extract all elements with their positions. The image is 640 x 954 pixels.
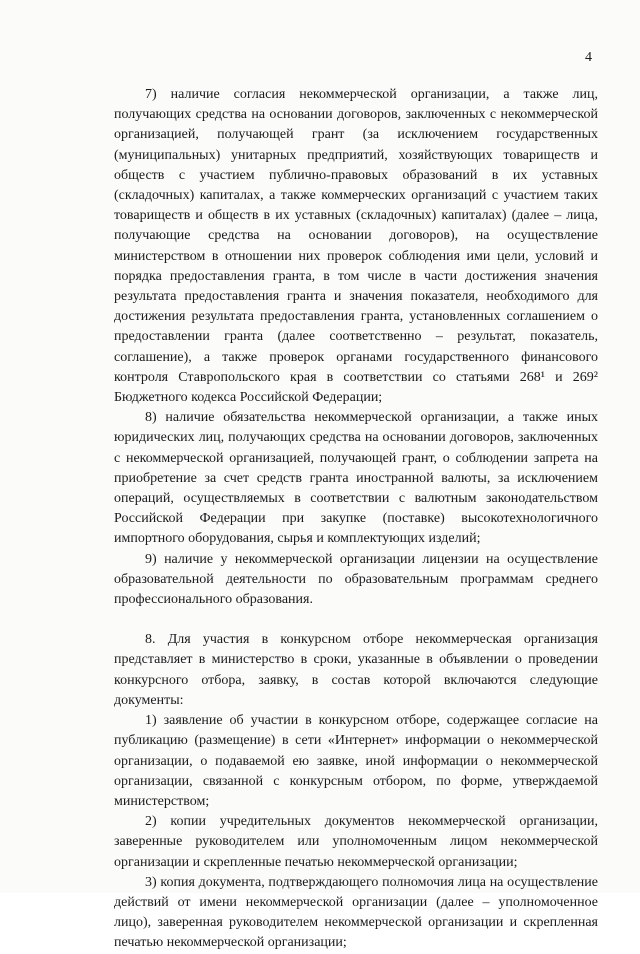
page-number: 4 (585, 50, 592, 65)
paragraph-document-3: 3) копия документа, подтверждающего полномочия лица на осуществление действий от имени некоммерческой организации (далее – уполномоченное лицо), заверенная руководителем некоммерческой организации и скрепленная печатью некоммерческой организации; (114, 874, 598, 951)
paragraph-document-2: 2) копии учредительных документов некоммерческой организации, заверенные руководителем или уполномоченным лицом некоммерческой организации и скрепленные печатью некоммерческой организации; (114, 814, 598, 870)
paragraph-item-7: 7) наличие согласия некоммерческой организации, а также лиц, получающих средства на основании договоров, заключенных с некоммерческой организацией, получающей грант (за исключением государственных (муниципальных) унитарных предприятий, хозяйствующих товариществ и обществ с участием публично-правовых образований в их уставных (складочных) капиталах, а также коммерческих организаций с участием таких товариществ и обществ в их уставных (складочных) капиталах) (далее – лица, получающие средства на основании договоров), на осуществление министерством в отношении них проверок соблюдения ими цели, условий и порядка предоставления гранта, в том числе в части достижения значения результата предоставления гранта и значения показателя, необходимого для достижения результата предоставления гранта, установленных соглашением о предоставлении гранта (далее соответственно – результат, показатель, соглашение), а также проверок органами государственного финансового контроля Ставропольского края в соответствии со статьями 268¹ и 269² Бюджетного кодекса Российской Федерации; (114, 87, 598, 406)
paragraph-document-1: 1) заявление об участии в конкурсном отборе, содержащее согласие на публикацию (размещение) в сети «Интернет» информации о некоммерческой организации, о подаваемой ею заявке, иной информации о некоммерческой организации, связанной с конкурсным отбором, по форме, утверждаемой министерством; (114, 713, 598, 809)
paragraph-item-9: 9) наличие у некоммерческой организации лицензии на осуществление образовательной деятельности по образовательным программам среднего профессионального образования. (114, 551, 598, 608)
paragraph-clause-8: 8. Для участия в конкурсном отборе некоммерческая организация представляет в министерство в сроки, указанные в объявлении о проведении конкурсного отбора, заявку, в состав которой включаются следующие документы: (114, 632, 598, 708)
document-body (114, 85, 598, 954)
paragraph-item-8: 8) наличие обязательства некоммерческой организации, а также иных юридических лиц, получающих средства на основании договоров, заключенных с некоммерческой организацией, получающей грант, о соблюдении запрета на приобретение за счет средств гранта иностранной валюты, за исключением операций, осуществляемых в соответствии с валютным законодательством Российской Федерации при закупке (поставке) высокотехнологичного импортного оборудования, сырья и комплектующих изделий; (114, 410, 598, 547)
